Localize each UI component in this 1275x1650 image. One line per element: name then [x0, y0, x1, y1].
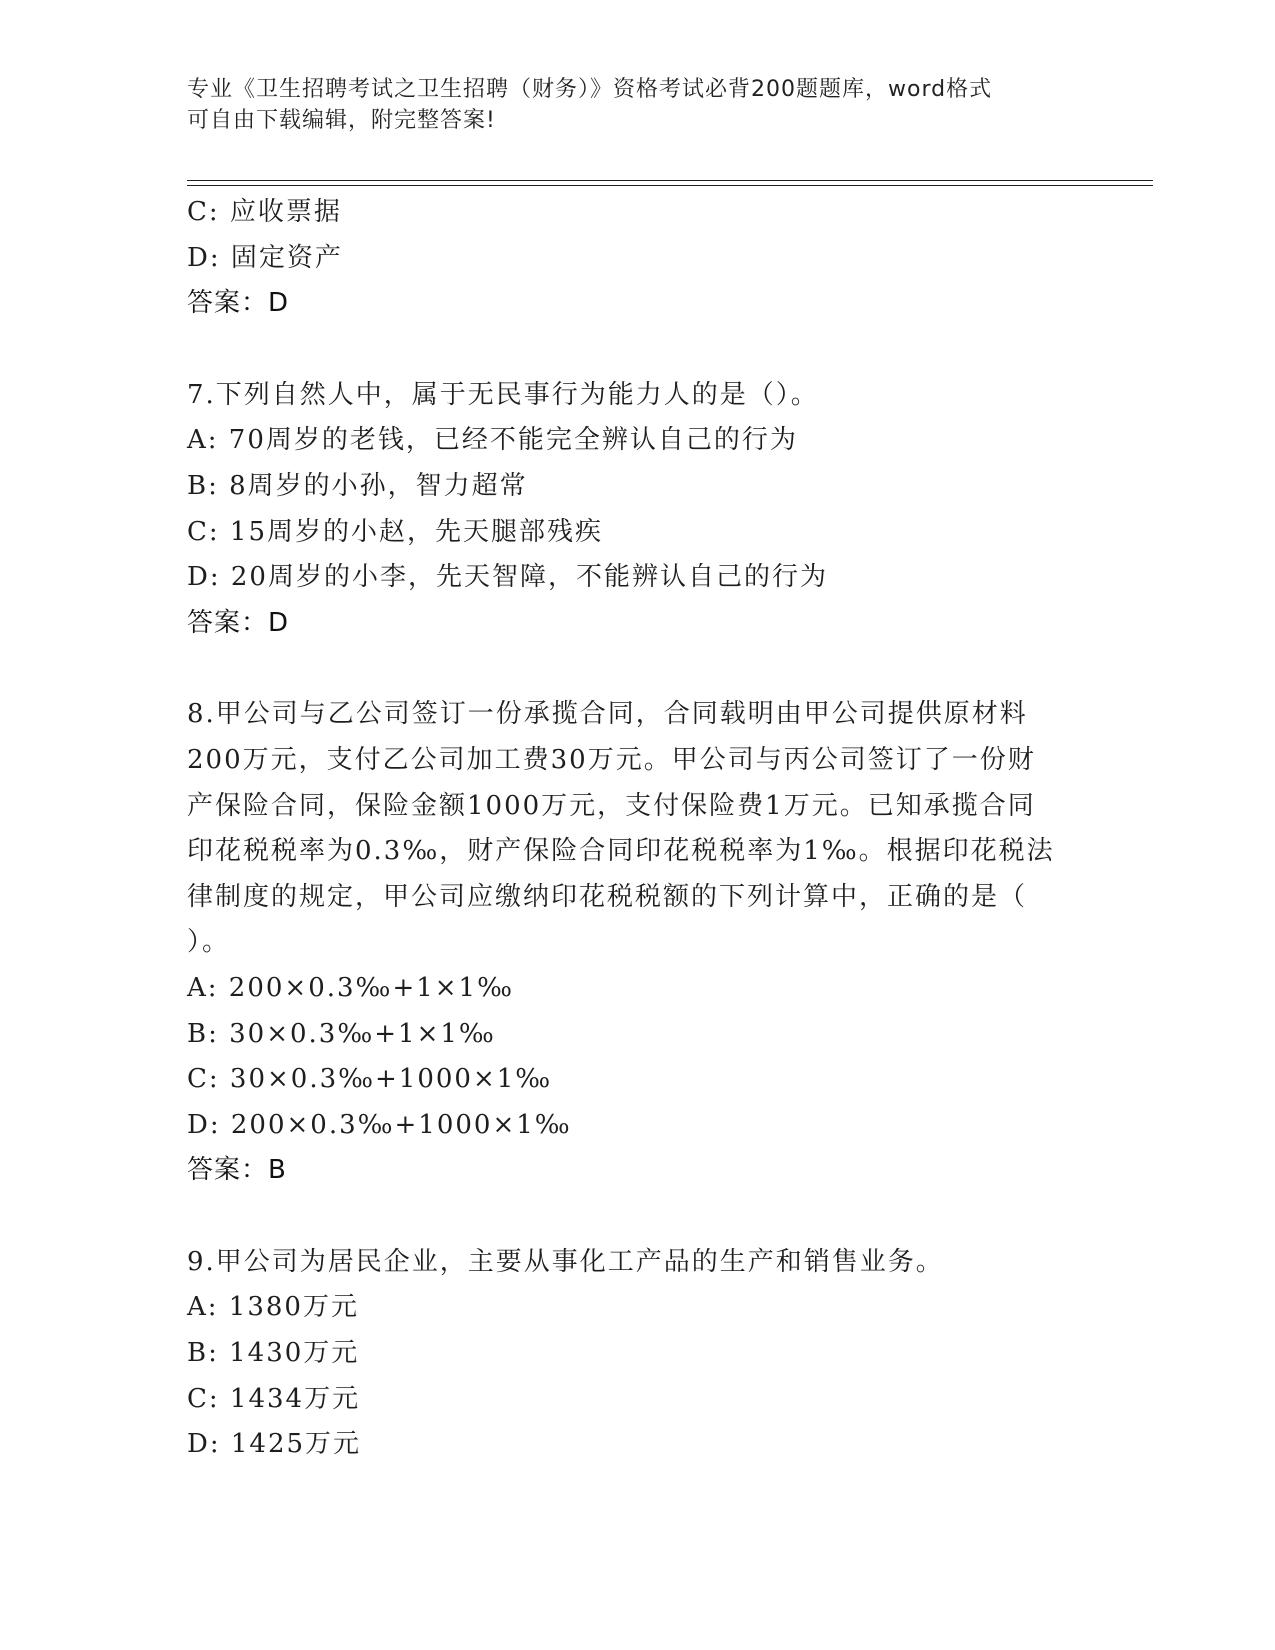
q7-option-d: D: 20周岁的小李，先天智障，不能辨认自己的行为 [187, 562, 828, 593]
question-8 [187, 692, 1087, 1194]
question-9 [187, 1240, 1087, 1468]
q7-answer: 答案：D [187, 607, 290, 638]
q6-answer: 答案：D [187, 288, 290, 319]
spacer [187, 1194, 1087, 1240]
q6-option-d: D: 固定资产 [187, 242, 343, 273]
q8-stem-line: 印花税税率为0.3‰，财产保险合同印花税税率为1‰。根据印花税法 [187, 836, 1055, 867]
spacer [187, 646, 1087, 692]
q8-option-d: D: 200×0.3‰+1000×1‰ [187, 1109, 572, 1140]
q7-option-a: A: 70周岁的老钱，已经不能完全辨认自己的行为 [187, 425, 798, 456]
header-title-line-2: 可自由下载编辑，附完整答案! [187, 108, 496, 133]
q6-option-c: C: 应收票据 [187, 197, 342, 227]
q8-stem [187, 692, 1087, 966]
q8-answer: 答案：B [187, 1155, 287, 1186]
question-6-tail [187, 190, 1087, 327]
q8-stem-line: 200万元，支付乙公司加工费30万元。甲公司与丙公司签订了一份财 [187, 744, 1036, 775]
question-7 [187, 373, 1087, 647]
q9-option-a: A: 1380万元 [187, 1292, 359, 1323]
spacer [187, 327, 1087, 373]
header-title-line-1: 专业《卫生招聘考试之卫生招聘（财务）》资格考试必背200题题库，word格式 [187, 77, 993, 102]
q7-stem: 7.下列自然人中，属于无民事行为能力人的是（）。 [187, 379, 819, 410]
page-header [187, 74, 1087, 136]
q9-option-d: D: 1425万元 [187, 1429, 362, 1460]
q7-option-c: C: 15周岁的小赵，先天腿部残疾 [187, 516, 604, 547]
q8-stem-line: 8.甲公司与乙公司签订一份承揽合同，合同载明由甲公司提供原材料 [187, 699, 1028, 730]
q9-stem: 9.甲公司为居民企业，主要从事化工产品的生产和销售业务。 [187, 1246, 944, 1277]
q8-stem-line: 产保险合同，保险金额1000万元，支付保险费1万元。已知承揽合同 [187, 790, 1036, 821]
header-divider-bottom [187, 185, 1153, 186]
question-content [187, 190, 1087, 1468]
q8-option-a: A: 200×0.3‰+1×1‰ [187, 972, 514, 1003]
q7-option-b: B: 8周岁的小孙，智力超常 [187, 470, 528, 501]
q8-option-c: C: 30×0.3‰+1000×1‰ [187, 1064, 553, 1095]
q8-stem-line: 律制度的规定，甲公司应缴纳印花税税额的下列计算中，正确的是（ [187, 881, 1028, 912]
q8-option-b: B: 30×0.3‰+1×1‰ [187, 1018, 496, 1049]
q8-stem-line: ）。 [187, 927, 231, 958]
q9-option-c: C: 1434万元 [187, 1383, 361, 1414]
header-divider-top [187, 180, 1153, 181]
q9-option-b: B: 1430万元 [187, 1338, 360, 1369]
